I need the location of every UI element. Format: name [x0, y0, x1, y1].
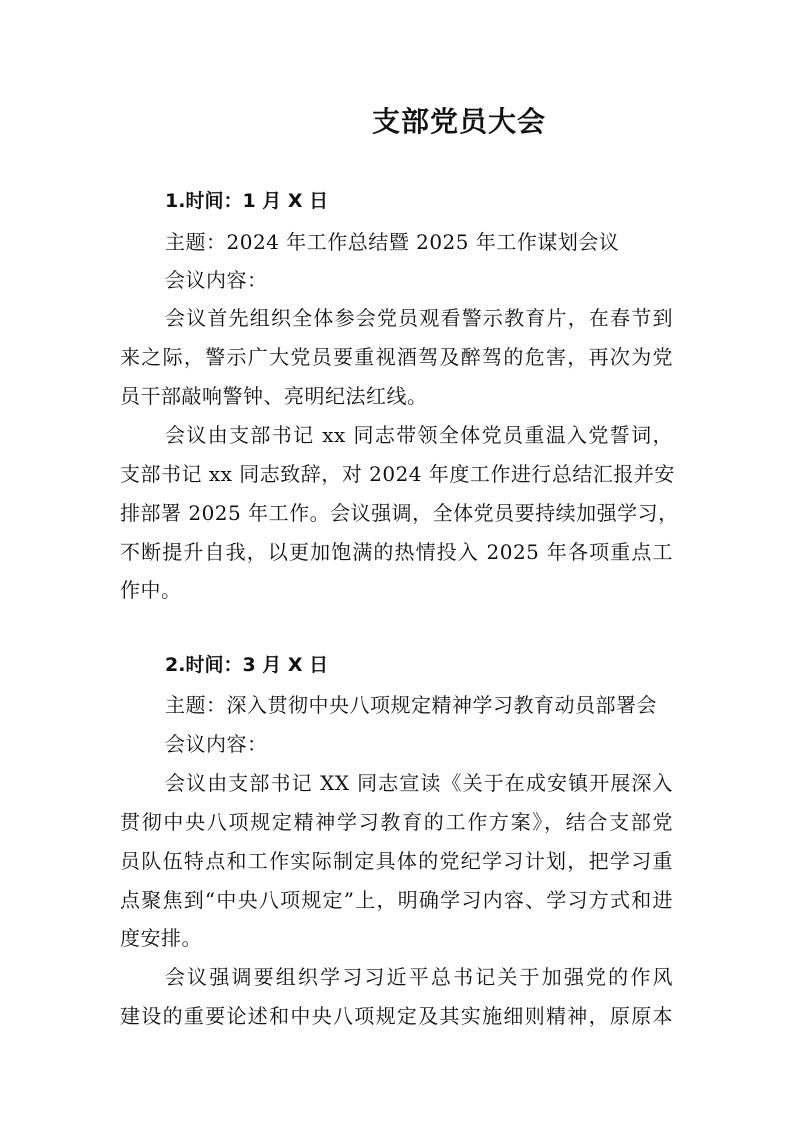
section-2-topic: 主题：深入贯彻中央八项规定精神学习教育动员部署会 — [165, 693, 657, 717]
section-2-content-label: 会议内容： — [165, 732, 268, 756]
paragraph-line: 会议首先组织全体参会党员观看警示教育片，在春节到 — [165, 306, 673, 330]
paragraph-line: 会议由支部书记 XX 同志宣读《关于在成安镇开展深入 — [165, 771, 673, 795]
paragraph-line: 不断提升自我，以更加饱满的热情投入 2025 年各项重点工 — [120, 540, 673, 564]
section-1-heading: 1.时间：1 月 X 日 — [165, 190, 329, 212]
page-title: 支部党员大会 — [372, 105, 547, 138]
paragraph-line: 员队伍特点和工作实际制定具体的党纪学习计划，把学习重 — [120, 849, 673, 873]
section-2-heading: 2.时间：3 月 X 日 — [165, 654, 329, 676]
paragraph-line: 建设的重要论述和中央八项规定及其实施细则精神，原原本 — [120, 1004, 673, 1028]
section-1-content-label: 会议内容： — [165, 268, 268, 292]
paragraph-line: 员干部敲响警钟、亮明纪法红线。 — [120, 384, 428, 408]
paragraph-line: 支部书记 xx 同志致辞，对 2024 年度工作进行总结汇报并安 — [120, 462, 675, 486]
paragraph-line: 作中。 — [120, 578, 182, 602]
paragraph-line: 会议强调要组织学习习近平总书记关于加强党的作风 — [165, 965, 673, 989]
paragraph-line: 贯彻中央八项规定精神学习教育的工作方案》，结合支部党 — [120, 810, 673, 834]
paragraph-line: 排部署 2025 年工作。会议强调，全体党员要持续加强学习， — [120, 501, 679, 525]
section-1-topic: 主题：2024 年工作总结暨 2025 年工作谋划会议 — [165, 230, 620, 254]
paragraph-line: 度安排。 — [120, 926, 202, 950]
paragraph-line: 来之际，警示广大党员要重视酒驾及醉驾的危害，再次为党 — [120, 345, 673, 369]
paragraph-line: 点聚焦到“中央八项规定”上，明确学习内容、学习方式和进 — [120, 888, 673, 912]
paragraph-line: 会议由支部书记 xx 同志带领全体党员重温入党誓词， — [165, 423, 673, 447]
